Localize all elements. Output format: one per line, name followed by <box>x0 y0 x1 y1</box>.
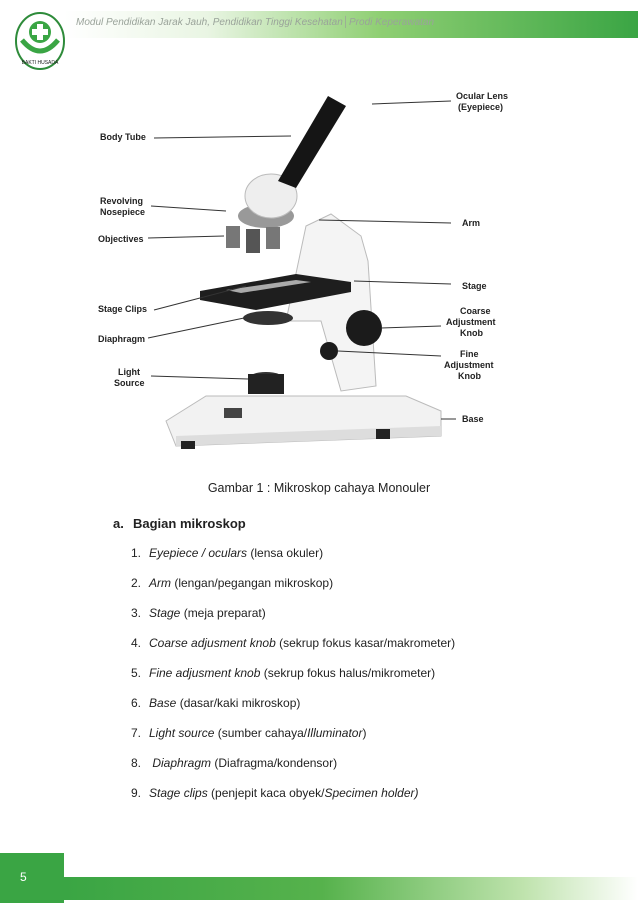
label-light-2: Source <box>114 378 145 388</box>
list-item-number: 7. <box>131 726 142 740</box>
label-nosepiece-2: Nosepiece <box>100 207 146 217</box>
list-item-number: 9. <box>131 786 142 800</box>
list-item-description: (sumber cahaya/ <box>214 726 308 740</box>
list-item <box>131 636 455 650</box>
section-letter: a. <box>113 516 124 531</box>
figure-caption: Gambar 1 : Mikroskop cahaya Monouler <box>207 481 431 495</box>
header-title: Modul Pendidikan Jarak Jauh, Pendidikan Tinggi Kesehatan│Prodi Keperawatan <box>76 17 435 28</box>
label-coarse-3: Knob <box>460 328 483 338</box>
label-stage: Stage <box>462 281 487 291</box>
svg-text:BAKTI HUSADA: BAKTI HUSADA <box>21 60 59 66</box>
list-item-term: Stage clips <box>149 786 208 800</box>
list-item-description: (meja preparat) <box>180 606 266 620</box>
list-item-term: Eyepiece / oculars <box>149 546 248 560</box>
list-item <box>131 666 435 680</box>
bakti-husada-logo <box>14 10 66 74</box>
label-ocular-1: Ocular Lens <box>456 91 509 101</box>
list-item-description: (lensa okuler) <box>247 546 324 560</box>
list-item <box>131 756 337 770</box>
list-item <box>131 606 266 620</box>
list-item-term: Fine adjusment knob <box>149 666 261 680</box>
label-objectives: Objectives <box>98 234 144 244</box>
list-item-description: (penjepit kaca obyek/ <box>207 786 325 800</box>
label-fine-1: Fine <box>460 349 479 359</box>
label-fine-2: Adjustment <box>444 360 494 370</box>
list-item-term-extra: Specimen holder) <box>324 786 419 800</box>
list-item <box>131 696 300 710</box>
list-item <box>131 576 333 590</box>
section-heading <box>113 516 246 531</box>
list-item <box>131 786 419 800</box>
list-item-description: (lengan/pegangan mikroskop) <box>171 576 334 590</box>
list-item-number: 3. <box>131 606 142 620</box>
list-item-description: (sekrup fokus halus/mikrometer) <box>260 666 436 680</box>
label-arm: Arm <box>462 218 481 228</box>
list-item-term: Stage <box>149 606 181 620</box>
list-item-number: 6. <box>131 696 142 710</box>
list-item-description: (sekrup fokus kasar/makrometer) <box>275 636 456 650</box>
list-item-number: 2. <box>131 576 142 590</box>
label-coarse-1: Coarse <box>460 306 491 316</box>
label-diaphragm: Diaphragm <box>98 334 146 344</box>
label-ocular-2: (Eyepiece) <box>458 102 504 112</box>
label-body-tube: Body Tube <box>100 132 146 142</box>
list-item-number: 1. <box>131 546 142 560</box>
section-title: Bagian mikroskop <box>133 516 246 531</box>
list-item-term-extra: Illuminator <box>307 726 363 740</box>
list-item-number: 5. <box>131 666 142 680</box>
list-item-term: Diaphragm <box>149 756 212 770</box>
label-stage-clips: Stage Clips <box>98 304 148 314</box>
label-coarse-2: Adjustment <box>446 317 496 327</box>
footer-bar <box>64 877 638 900</box>
list-item-term: Coarse adjusment knob <box>149 636 276 650</box>
list-item-number: 8. <box>131 756 142 770</box>
microscope-figure <box>96 86 512 476</box>
label-fine-3: Knob <box>458 371 481 381</box>
list-item-term: Base <box>149 696 177 710</box>
list-item-term: Light source <box>149 726 215 740</box>
label-nosepiece-1: Revolving <box>100 196 144 206</box>
page-number-box <box>0 853 64 903</box>
label-base: Base <box>462 414 484 424</box>
list-item-tail: ) <box>362 726 367 740</box>
list-item <box>131 546 323 560</box>
list-item <box>131 726 366 740</box>
label-light-1: Light <box>118 367 140 377</box>
list-item-description: (dasar/kaki mikroskop) <box>176 696 301 710</box>
list-item-description: (Diafragma/kondensor) <box>211 756 338 770</box>
list-item-number: 4. <box>131 636 142 650</box>
page-number: 5 <box>20 870 27 884</box>
list-item-term: Arm <box>149 576 171 590</box>
